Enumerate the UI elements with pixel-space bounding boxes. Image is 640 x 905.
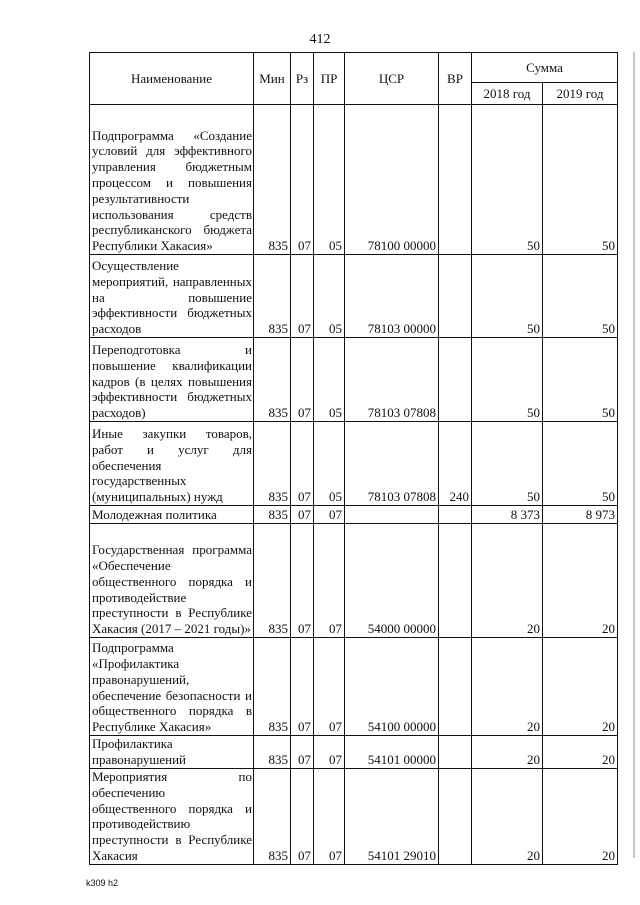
header-name: Наименование — [90, 53, 254, 105]
table-row — [90, 255, 618, 338]
table-row — [90, 506, 618, 524]
scan-edge — [633, 52, 635, 858]
row-pr: 07 — [314, 524, 345, 638]
row-rz: 07 — [291, 769, 314, 865]
row-min: 835 — [254, 638, 291, 736]
row-csr: 54101 00000 — [345, 736, 439, 769]
row-rz: 07 — [291, 255, 314, 338]
row-min: 835 — [254, 506, 291, 524]
header-rz: Рз — [291, 53, 314, 105]
row-min: 835 — [254, 769, 291, 865]
row-csr: 78103 07808 — [345, 338, 439, 422]
row-min: 835 — [254, 736, 291, 769]
row-sum-2018: 20 — [472, 769, 543, 865]
row-sum-2018: 50 — [472, 255, 543, 338]
row-name: Молодежная политика — [90, 506, 254, 524]
row-sum-2019: 50 — [543, 338, 618, 422]
row-pr: 05 — [314, 338, 345, 422]
row-name: Иные закупки товаров, работ и услуг для обеспечения государственных (муниципальных) нужд — [90, 422, 254, 506]
row-sum-2018: 20 — [472, 524, 543, 638]
row-csr: 54101 29010 — [345, 769, 439, 865]
row-pr: 07 — [314, 736, 345, 769]
row-name: Государственная программа «Обеспечение общественного порядка и противодействие преступности в Республике Хакасия (2017 – 2021 годы)» — [90, 524, 254, 638]
row-pr: 07 — [314, 638, 345, 736]
row-rz: 07 — [291, 736, 314, 769]
table-row — [90, 736, 618, 769]
row-min: 835 — [254, 338, 291, 422]
row-sum-2018: 20 — [472, 638, 543, 736]
row-name: Подпрограмма «Профилактика правонарушений, обеспечение безопасности и общественного порядка в Республике Хакасия» — [90, 638, 254, 736]
row-name: Подпрограмма «Создание условий для эффективного управления бюджетным процессом и повышения результативности использования средств республиканского бюджета Республики Хакасия» — [90, 105, 254, 255]
row-csr: 54000 00000 — [345, 524, 439, 638]
table-body — [90, 105, 618, 865]
table-row — [90, 638, 618, 736]
page-number: 412 — [309, 32, 331, 47]
row-pr: 05 — [314, 105, 345, 255]
budget-table — [89, 52, 618, 865]
row-vr — [439, 638, 472, 736]
row-min: 835 — [254, 422, 291, 506]
row-sum-2019: 20 — [543, 769, 618, 865]
header-year-2019: 2019 год — [543, 83, 618, 105]
row-min: 835 — [254, 105, 291, 255]
row-sum-2018: 50 — [472, 105, 543, 255]
row-rz: 07 — [291, 638, 314, 736]
row-rz: 07 — [291, 506, 314, 524]
row-rz: 07 — [291, 524, 314, 638]
row-vr — [439, 338, 472, 422]
row-min: 835 — [254, 524, 291, 638]
table-row — [90, 422, 618, 506]
table-row — [90, 524, 618, 638]
footer-code: k309 h2 — [86, 878, 119, 888]
row-vr — [439, 105, 472, 255]
row-pr: 05 — [314, 255, 345, 338]
row-csr: 78100 00000 — [345, 105, 439, 255]
table-row — [90, 105, 618, 255]
row-vr — [439, 524, 472, 638]
row-name: Осуществление мероприятий, направленных на повышение эффективности бюджетных расходов — [90, 255, 254, 338]
row-name: Мероприятия по обеспечению общественного порядка и противодействию преступности в Республике Хакасия — [90, 769, 254, 865]
row-name: Профилактика правонарушений — [90, 736, 254, 769]
row-sum-2019: 50 — [543, 422, 618, 506]
row-min: 835 — [254, 255, 291, 338]
row-rz: 07 — [291, 105, 314, 255]
row-sum-2018: 50 — [472, 422, 543, 506]
row-vr — [439, 736, 472, 769]
header-min: Мин — [254, 53, 291, 105]
row-vr — [439, 255, 472, 338]
row-rz: 07 — [291, 422, 314, 506]
row-sum-2018: 20 — [472, 736, 543, 769]
row-csr: 54100 00000 — [345, 638, 439, 736]
row-vr — [439, 769, 472, 865]
row-sum-2019: 20 — [543, 638, 618, 736]
row-vr: 240 — [439, 422, 472, 506]
row-sum-2018: 8 373 — [472, 506, 543, 524]
row-name: Переподготовка и повышение квалификации кадров (в целях повышения эффективности бюджетных расходов) — [90, 338, 254, 422]
row-sum-2019: 20 — [543, 736, 618, 769]
header-pr: ПР — [314, 53, 345, 105]
row-pr: 07 — [314, 506, 345, 524]
header-vr: ВР — [439, 53, 472, 105]
header-sum: Сумма — [472, 53, 618, 83]
row-sum-2019: 8 973 — [543, 506, 618, 524]
row-pr: 05 — [314, 422, 345, 506]
row-sum-2019: 20 — [543, 524, 618, 638]
row-rz: 07 — [291, 338, 314, 422]
row-sum-2018: 50 — [472, 338, 543, 422]
header-csr: ЦСР — [345, 53, 439, 105]
row-sum-2019: 50 — [543, 255, 618, 338]
header-year-2018: 2018 год — [472, 83, 543, 105]
row-pr: 07 — [314, 769, 345, 865]
table-row — [90, 338, 618, 422]
row-csr: 78103 00000 — [345, 255, 439, 338]
table-row — [90, 769, 618, 865]
row-vr — [439, 506, 472, 524]
row-csr — [345, 506, 439, 524]
row-sum-2019: 50 — [543, 105, 618, 255]
row-csr: 78103 07808 — [345, 422, 439, 506]
